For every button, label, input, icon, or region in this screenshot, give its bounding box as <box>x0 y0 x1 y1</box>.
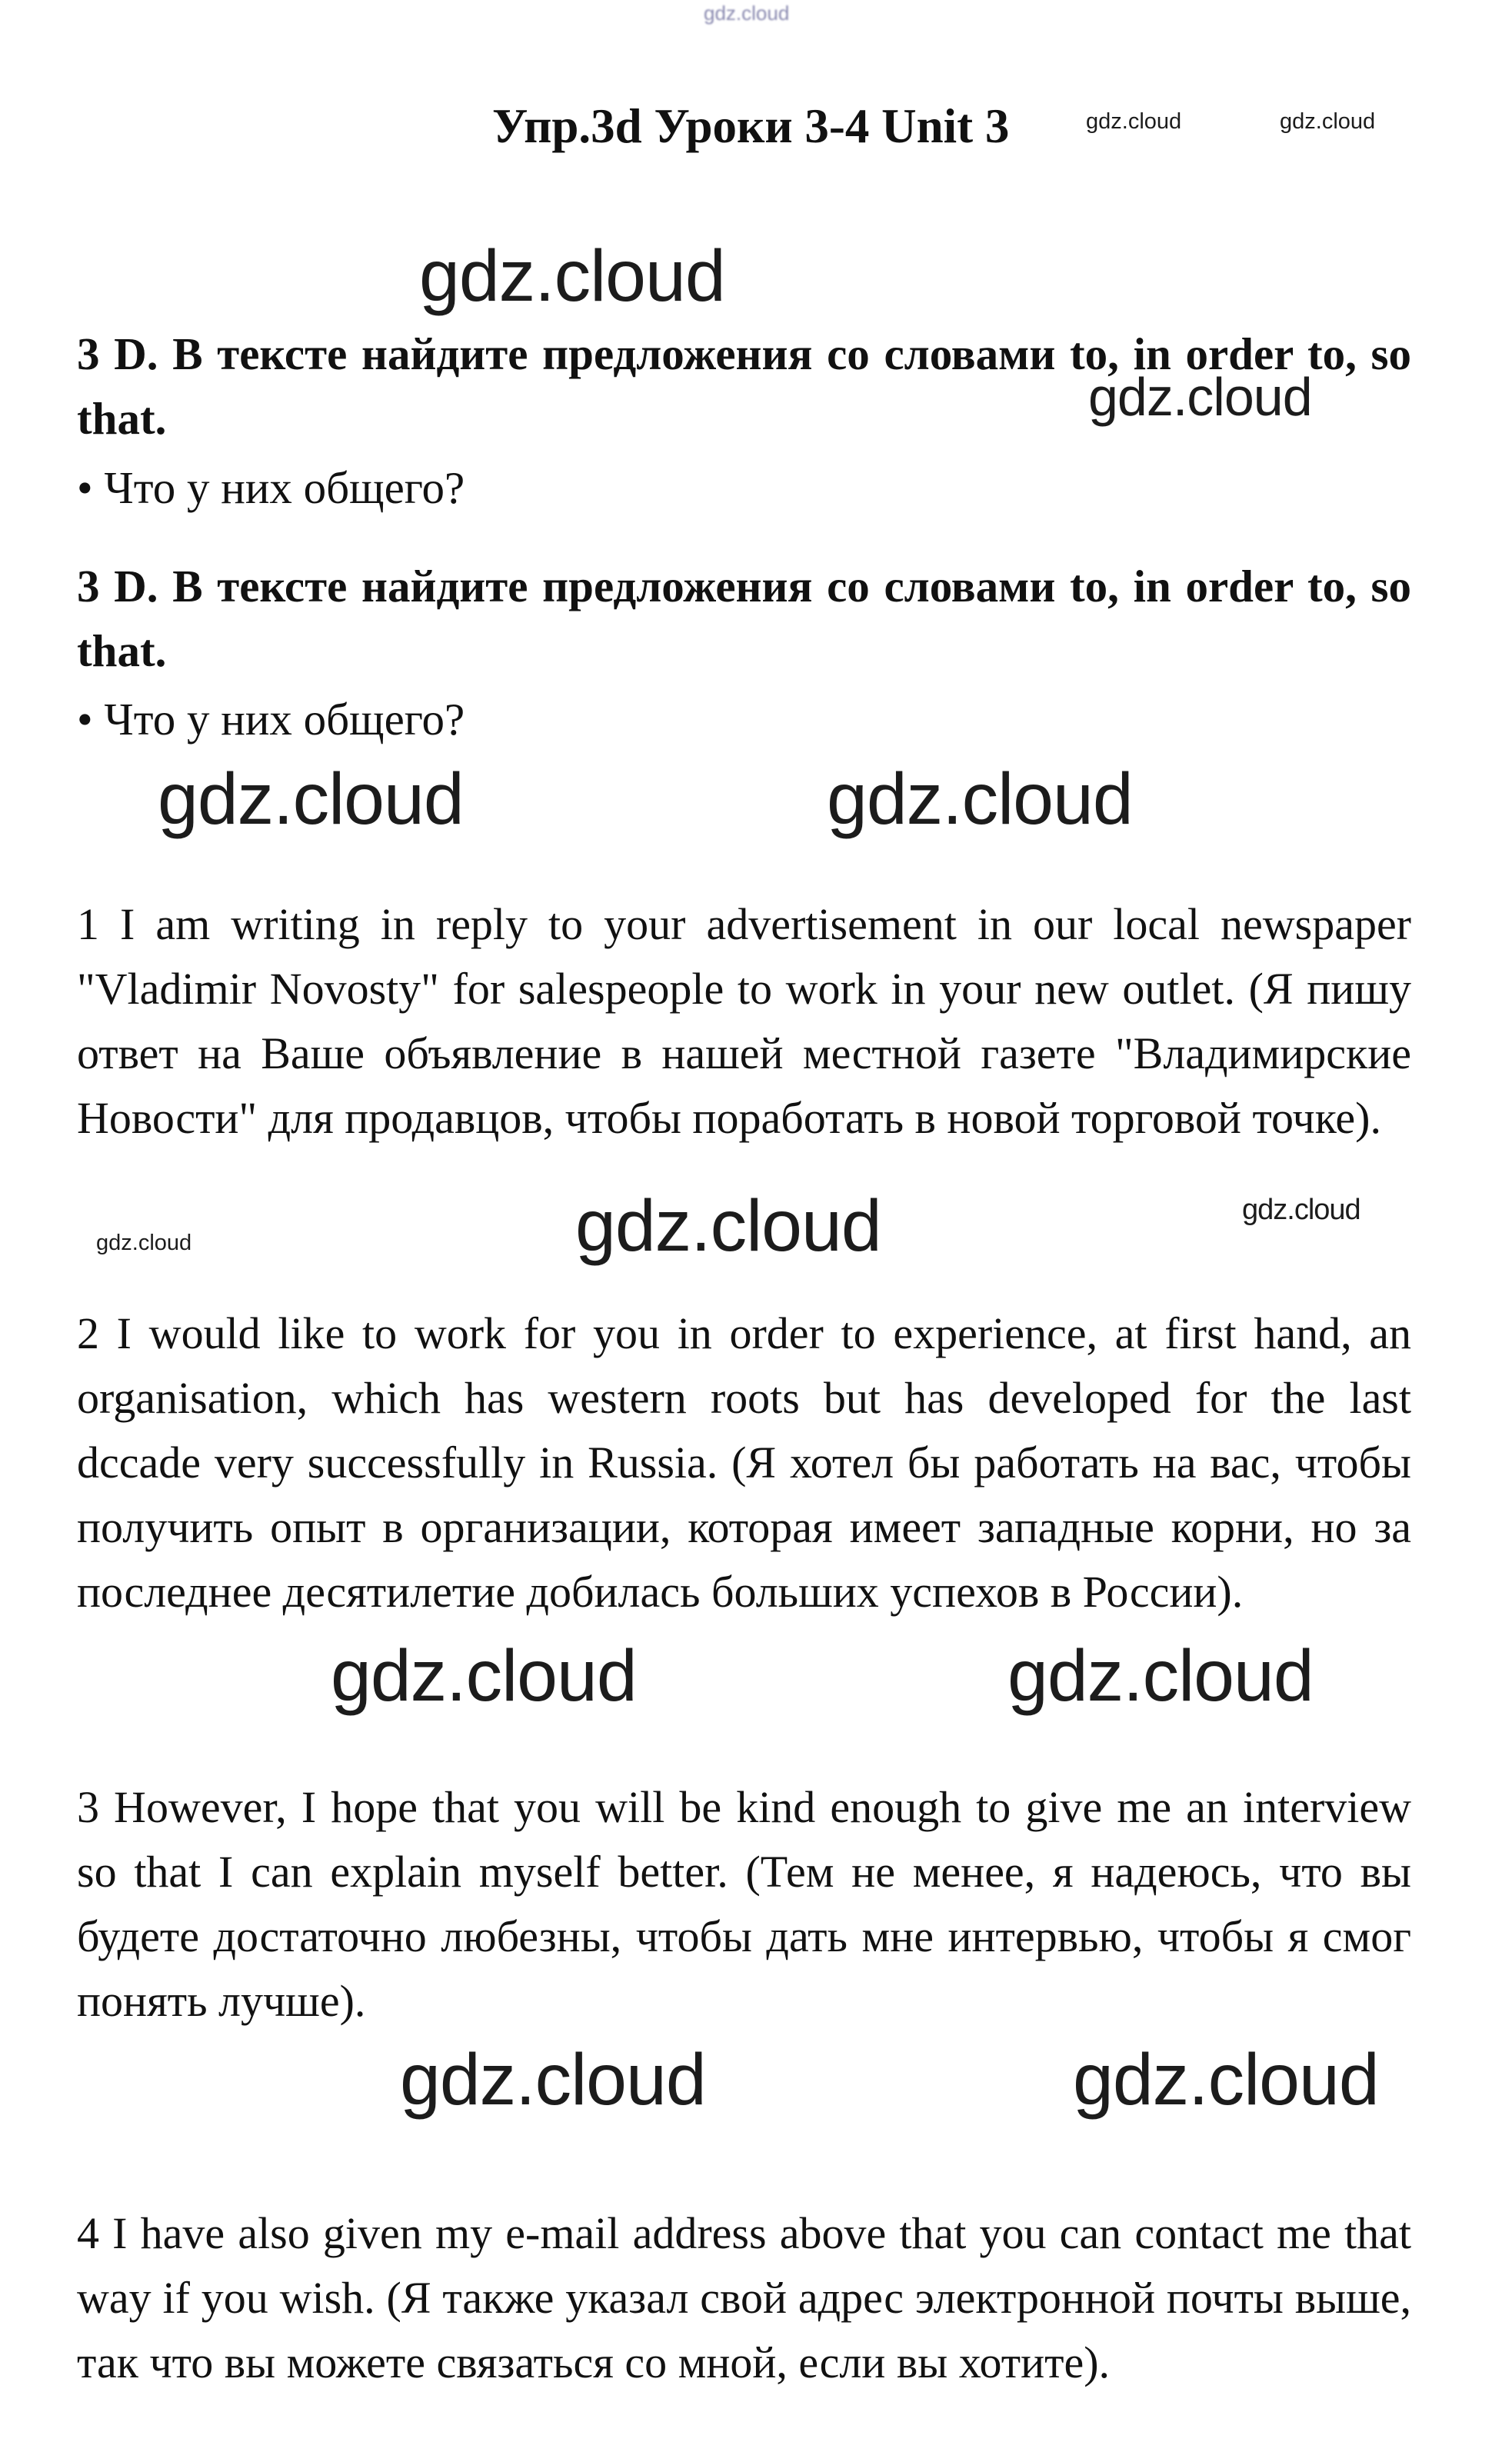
watermark-large-8: gdz.cloud <box>1073 2039 1379 2121</box>
task-heading-2: 3 D. В тексте найдите предложения со словами to, in order to, so that. <box>77 561 1411 676</box>
watermark-header-2: gdz.cloud <box>1280 109 1376 134</box>
watermark-small-left: gdz.cloud <box>96 1231 192 1255</box>
watermark-large-4: gdz.cloud <box>575 1185 881 1267</box>
watermark-medium-right: gdz.cloud <box>1242 1194 1360 1226</box>
watermark-large-2: gdz.cloud <box>158 758 464 840</box>
answer-paragraph-3: 3 However, I hope that you will be kind enough to give me an interview so that I can explain myself better. (Тем не менее, я надеюсь, что вы будете достаточно любезны, чтобы дать мне интервью, чтобы я смог понять лучше). <box>77 1782 1411 2026</box>
watermark-large-3: gdz.cloud <box>827 758 1133 840</box>
answer-paragraph-4: 4 I have also given my e-mail address above that you can contact me that way if you wish. (Я также указал свой адрес электронной почты выше, так что вы можете связаться со мной, если вы хотите). <box>77 2208 1411 2387</box>
task-heading-1: 3 D. В тексте найдите предложения со словами to, in order to, so that. <box>77 328 1411 444</box>
watermark-large-6: gdz.cloud <box>1007 1635 1314 1717</box>
task-bullet-2: • Что у них общего? <box>77 694 465 745</box>
watermark-large-7: gdz.cloud <box>400 2039 706 2121</box>
task-bullet-1: • Что у них общего? <box>77 462 465 513</box>
answer-paragraph-1: 1 I am writing in reply to your advertisement in our local newspaper "Vladimir Novosty" for salespeople to work in your new outlet. (Я пишу ответ на Ваше объявление в нашей местной газете "Владимирские Новости" для продавцов, чтобы поработать в новой торговой точке). <box>77 899 1411 1143</box>
watermark-header-1: gdz.cloud <box>1086 109 1182 134</box>
page-title: Упр.3d Уроки 3-4 Unit 3 <box>492 99 1010 153</box>
answer-paragraph-2: 2 I would like to work for you in order to experience, at first hand, an organisation, which has western roots but has developed for the last dccade very successfully in Russia. (Я хотел бы работать на вас, чтобы получить опыт в организации, которая имеет западные корни, но за последнее десятилетие добилась больших успехов в России). <box>77 1308 1411 1617</box>
watermark-top-tiny: gdz.cloud <box>704 2 790 25</box>
watermark-large-1: gdz.cloud <box>419 235 725 317</box>
watermark-large-5: gdz.cloud <box>331 1635 637 1717</box>
watermark-beside-heading: gdz.cloud <box>1088 367 1312 427</box>
